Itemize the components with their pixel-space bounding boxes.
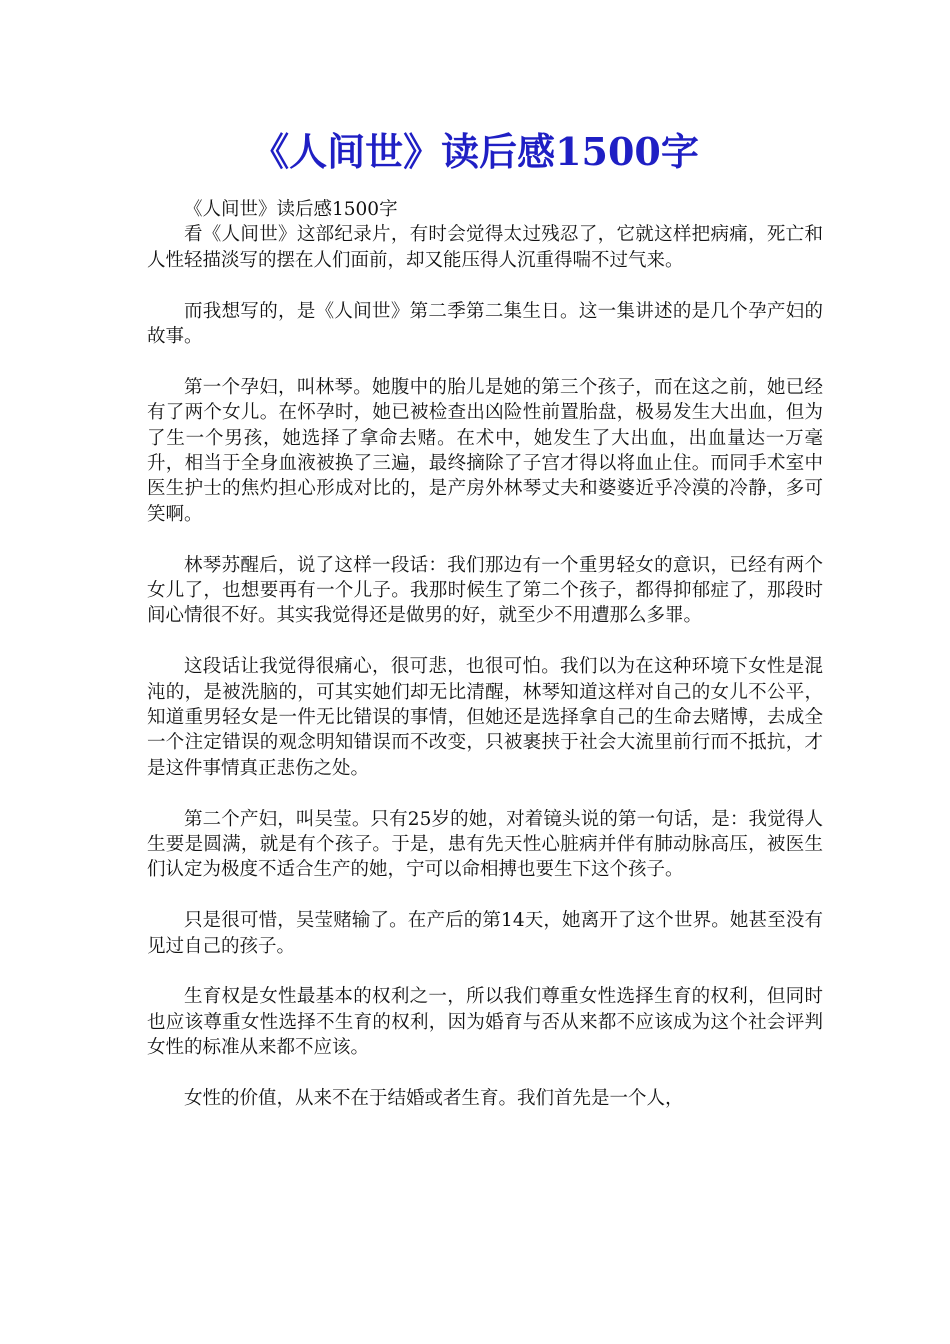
paragraph: 只是很可惜，吴莹赌输了。在产后的第14天，她离开了这个世界。她甚至没有见过自己的孩子。 [147,910,823,957]
paragraph: 这段话让我觉得很痛心，很可悲，也很可怕。我们以为在这种环境下女性是混沌的，是被洗脑的，可其实她们却无比清醒，林琴知道这样对自己的女儿不公平，知道重男轻女是一件无比错误的事情，但她还是选择拿自己的生命去赌博，去成全一个注定错误的观念明知错误而不改变，只被裹挟于社会大流里前行而不抵抗，才是这件事情真正悲伤之处。 [147,656,823,779]
paragraph: 女性的价值，从来不在于结婚或者生育。我们首先是一个人， [184,1088,684,1110]
document-body [147,197,823,1112]
paragraph: 而我想写的，是《人间世》第二季第二集生日。这一集讲述的是几个孕产妇的故事。 [147,300,823,348]
paragraph: 第一个孕妇，叫林琴。她腹中的胎儿是她的第三个孩子，而在这之前，她已经有了两个女儿。在怀孕时，她已被检查出凶险性前置胎盘，极易发生大出血，但为了生一个男孩，她选择了拿命去赌。在术中，她发生了大出血，出血量达一万毫升，相当于全身血液被换了三遍，最终摘除了子宫才得以将血止住。而同手术室中医生护士的焦灼担心形成对比的，是产房外林琴丈夫和婆婆近乎冷漠的冷静，多可笑啊。 [147,376,823,525]
paragraph: 第二个产妇，叫吴莹。只有25岁的她，对着镜头说的第一句话，是：我觉得人生要是圆满，就是有个孩子。于是，患有先天性心脏病并伴有肺动脉高压，被医生们认定为极度不适合生产的她，宁可以命相搏也要生下这个孩子。 [147,808,823,881]
paragraph-subtitle: 《人间世》读后感1500字 [184,199,398,220]
paragraph: 林琴苏醒后，说了这样一段话：我们那边有一个重男轻女的意识，已经有两个女儿了，也想要再有一个儿子。我那时候生了第二个孩子，都得抑郁症了，那段时间心情很不好。其实我觉得还是做男的好，就至少不用遭那么多罪。 [147,554,823,627]
paragraph: 生育权是女性最基本的权利之一，所以我们尊重女性选择生育的权利，但同时也应该尊重女性选择不生育的权利，因为婚育与否从来都不应该成为这个社会评判女性的标准从来都不应该。 [147,986,823,1059]
paragraph: 看《人间世》这部纪录片，有时会觉得太过残忍了，它就这样把病痛，死亡和人性轻描淡写的摆在人们面前，却又能压得人沉重得喘不过气来。 [147,224,823,271]
document-title: 《人间世》读后感1500字 [251,129,699,174]
